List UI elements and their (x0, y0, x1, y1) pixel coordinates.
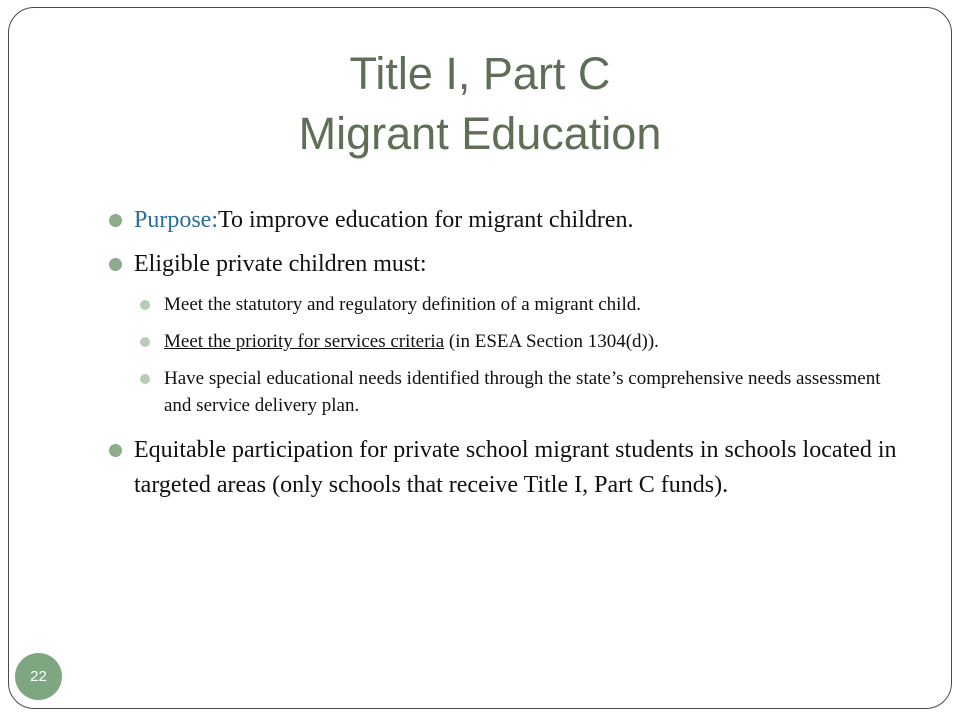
bullet-eligible (106, 247, 906, 282)
sub-bullet-dot (140, 300, 150, 310)
bullet-dot (109, 214, 122, 227)
sub-bullet-needs (106, 365, 906, 419)
sub-bullet-dot (140, 374, 150, 384)
sub-bullet-definition (106, 291, 906, 318)
sub-bullet-dot (140, 337, 150, 347)
sub-bullet-priority (106, 328, 906, 355)
eligible-text: Eligible private children must: (134, 251, 427, 277)
page-number-badge: 22 (15, 653, 62, 700)
priority-text: (in ESEA Section 1304(d)). (444, 331, 659, 352)
definition-text: Meet the statutory and regulatory definition of a migrant child. (164, 294, 641, 315)
slide-title (0, 44, 960, 164)
priority-link-text: Meet the priority for services criteria (164, 331, 445, 352)
title-line-2: Migrant Education (298, 108, 662, 159)
bullet-dot (109, 444, 122, 457)
bullet-purpose (106, 203, 906, 238)
bullet-equitable (106, 433, 906, 503)
equitable-text: Equitable participation for private school migrant students in schools located in targeted areas (only schools that receive Title I, Part C funds). (134, 437, 897, 498)
slide-body (106, 203, 906, 512)
needs-text: Have special educational needs identified through the state’s comprehensive needs assessment and service delivery plan. (164, 368, 881, 416)
bullet-dot (109, 258, 122, 271)
purpose-label: Purpose: (134, 207, 218, 233)
purpose-text: To improve education for migrant children. (218, 207, 634, 233)
title-line-1: Title I, Part C (349, 48, 611, 99)
